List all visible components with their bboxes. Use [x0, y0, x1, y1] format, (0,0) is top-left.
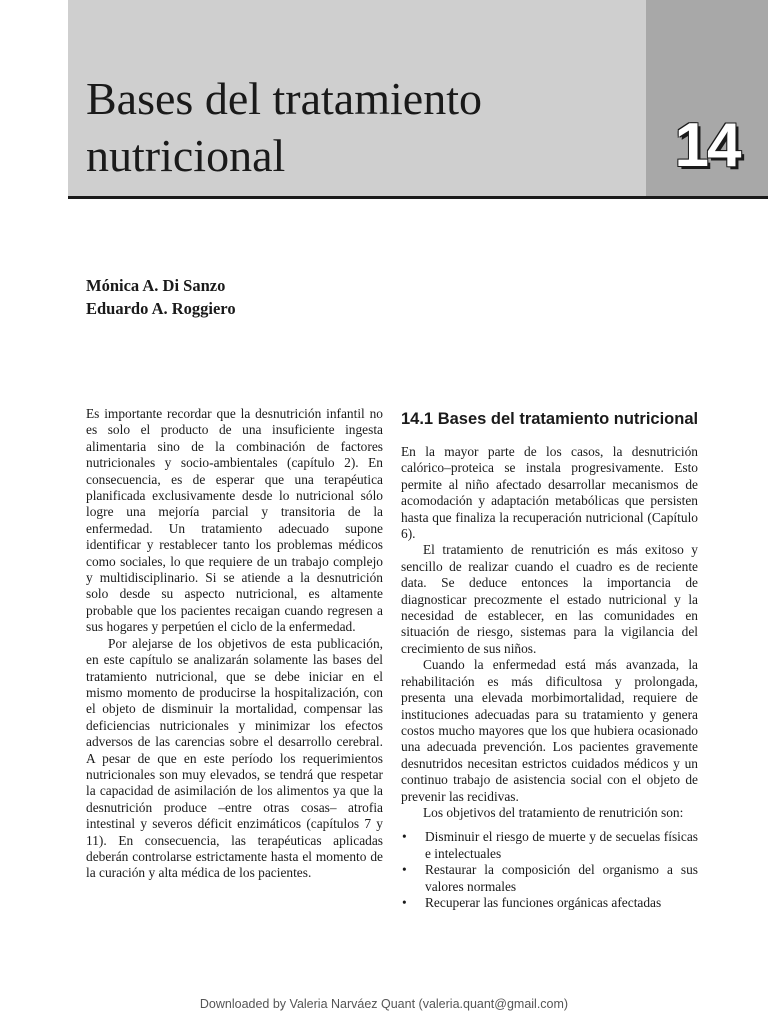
- author-list: [86, 274, 236, 320]
- author-name: Eduardo A. Roggiero: [86, 299, 236, 318]
- body-paragraph: Por alejarse de los objetivos de esta publicación, en este capítulo se analizarán solamente las bases del tratamiento nutricional, que se debe iniciar en el mismo momento de producirse la hospitalización, con el objeto de disminuir la mortalidad, compensar las deficiencias nutricionales y minimizar los efectos adversos de las carencias sobre el desarrollo cerebral. A pesar de que en este período los requerimientos nutricionales son muy elevados, se tendrá que respetar la capacidad de asimilación de los alimentos ya que la desnutrición produce –entre otras cosas– atrofia intestinal y severos déficit enzimáticos (capítulos 7 y 11). En consecuencia, las terapéuticas aplicadas deberán controlarse estrictamente hasta el momento de la curación y alta médica de los pacientes.: [86, 635, 383, 881]
- objectives-list: [401, 829, 698, 911]
- body-paragraph: Es importante recordar que la desnutrición infantil no es solo el producto de una insuficiente ingesta alimentaria sino de la combinación de factores nutricionales y socio-ambientales (capítulo 2). En consecuencia, es de esperar que una terapéutica planificada exclusivamente desde lo nutricional sólo logre una mejoría parcial y transitoria de la enfermedad. Un tratamiento adecuado supone identificar y restablecer tanto los problemas médicos como sociales, lo que requiere de un trabajo complejo y multidisciplinario. Si se atiende a la desnutrición solo desde su aspecto nutricional, es altamente probable que los pacientes recaigan cuando regresen a sus hogares y perpetúen el ciclo de la enfermedad.: [86, 406, 383, 635]
- list-item-text: Restaurar la composición del organismo a sus valores normales: [425, 862, 698, 894]
- list-item-text: Recuperar las funciones orgánicas afectadas: [425, 894, 662, 910]
- chapter-title-line-2: nutricional: [86, 130, 286, 181]
- author-name: Mónica A. Di Sanzo: [86, 276, 226, 295]
- body-paragraph: Cuando la enfermedad está más avanzada, la rehabilitación es más dificultosa y prolongada, presenta una elevada morbimortalidad, requiere de instituciones adecuadas para su tratamiento y genera costos mucho mayores que los que hubiera ocasionado una adecuada prevención. Los pacientes gravemente desnutridos necesitan estrictos cuidados médicos y un continuo trabajo de asistencia social con el objeto de prevenir las recidivas.: [401, 657, 698, 804]
- body-paragraph: El tratamiento de renutrición es más exitoso y sencillo de realizar cuando el cuadro es de reciente data. Se deduce entonces la importancia de diagnosticar precozmente el estado nutricional y la necesidad de establecer, en las comunidades en situación de riesgo, sistemas para la vigilancia del crecimiento de sus niños.: [401, 542, 698, 656]
- download-footer: Downloaded by Valeria Narváez Quant (valeria.quant@gmail.com): [199, 997, 569, 1011]
- header-divider: [68, 196, 768, 199]
- bullet-icon: •: [402, 862, 407, 878]
- right-column: [401, 444, 698, 911]
- chapter-title: [86, 70, 626, 184]
- bullet-icon: •: [402, 829, 407, 845]
- chapter-title-line-1: Bases del tratamiento: [86, 73, 482, 124]
- list-item: [401, 862, 698, 895]
- body-paragraph: En la mayor parte de los casos, la desnutrición calórico–proteica se instala progresivamente. Esto permite al niño afectado desarrollar mecanismos de acomodación y adaptación metabólicas que persisten hasta que finaliza la recuperación nutricional (Capítulo 6).: [401, 444, 698, 542]
- list-item: [401, 829, 698, 862]
- body-paragraph: Los objetivos del tratamiento de renutrición son:: [423, 804, 684, 820]
- bullet-icon: •: [402, 894, 407, 910]
- list-item-text: Disminuir el riesgo de muerte y de secuelas físicas e intelectuales: [425, 829, 698, 861]
- left-column: [86, 406, 383, 882]
- chapter-number: 14: [674, 111, 740, 180]
- section-heading: 14.1 Bases del tratamiento nutricional: [401, 410, 699, 428]
- list-item: [401, 895, 698, 911]
